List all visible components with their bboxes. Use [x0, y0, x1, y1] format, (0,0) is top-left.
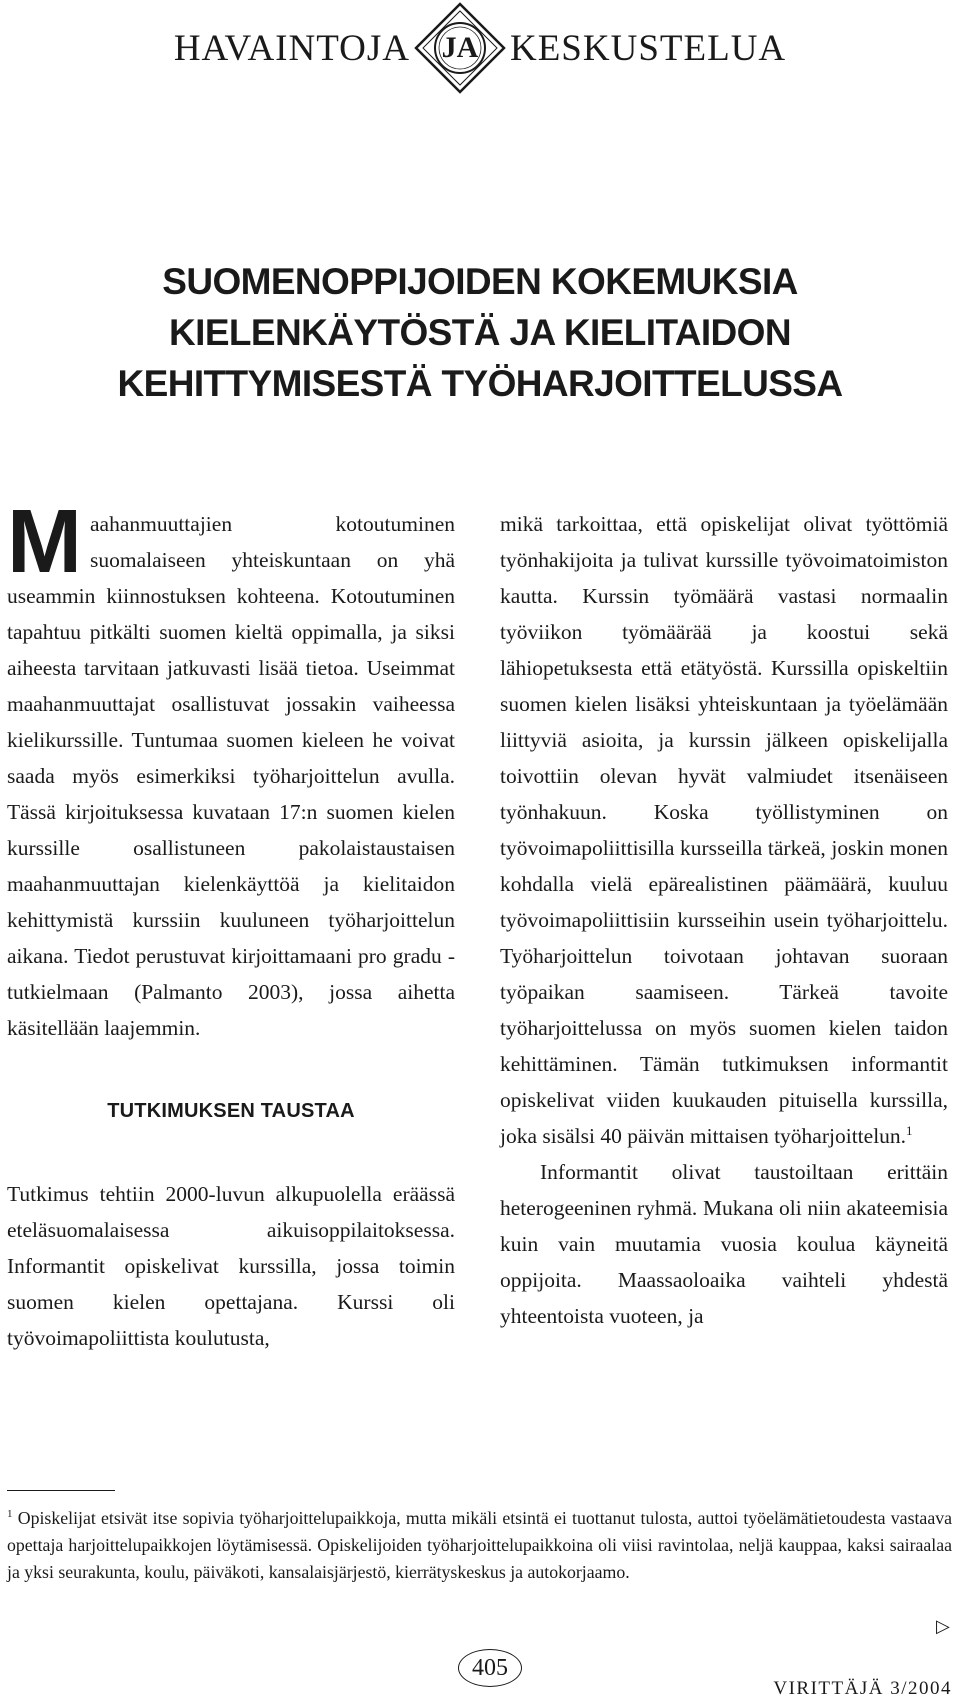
- drop-cap: M: [7, 492, 82, 592]
- body-paragraph: [500, 506, 948, 1154]
- section-paragraph: Tutkimus tehtiin 2000-luvun alkupuolella eräässä eteläsuomalaisessa aikuisoppilaitoksessa. Informantit opiskelivat kurssilla, jossa toimin suomen kielen opettajana. Kurssi oli työvoimapoliittista koulutusta,: [7, 1182, 455, 1350]
- title-line: SUOMENOPPIJOIDEN KOKEMUKSIA: [162, 261, 798, 302]
- masthead-left-text: HAVAINTOJA: [173, 27, 410, 69]
- triangle-right-icon: ▷: [936, 1616, 950, 1637]
- paragraph-text: mikä tarkoittaa, että opiskelijat olivat työttömiä työnhakijoita ja tulivat kurssille työvoimatoimiston kautta. Kurssin työmäärä vastasi normaalin työviikon työmäärää ja koostui sekä lähiopetuksesta että etätyöstä. Kurssilla opiskeltiin suomen kielen lisäksi yhteiskuntaan ja työelämään liittyviä asioita, ja kurssin jälkeen opiskelijalla toivottiin olevan hyvät valmiudet itsenäiseen työnhakuun. Koska työllistyminen on työvoimapoliittisilla kursseilla tärkeä, joskin monen kohdalla vielä epärealistinen päämäärä, kuuluu työvoimapoliittisiin kursseihin usein työharjoittelu. Työharjoittelun toivotaan johtavan suoraan työpaikan saamiseen. Tärkeä tavoite työharjoittelussa on myös suomen kielen taidon kehittäminen. Tämän tutkimuksen informantit opiskelivat viiden kuukauden pituisella kurssilla, joka sisälsi 40 päivän mittaisen työharjoittelun.: [500, 512, 948, 1148]
- intro-text: aahanmuuttajien kotoutuminen suomalaiseen yhteiskuntaan on yhä useammin kiinnostuksen kohteena. Kotoutuminen tapahtuu pitkälti suomen kieltä oppimalla, ja siksi aiheesta tarvitaan jatkuvasti lisää tietoa. Useimmat maahanmuuttajat osallistuvat jossakin vaiheessa kielikurssille. Tuntumaa suomen kieleen he voivat saada myös esimerkiksi työharjoittelun avulla. Tässä kirjoituksessa kuvataan 17:n suomen kielen kurssille osallistuneen pakolaistaustaisen maahanmuuttajan kielenkäyttöä ja kielitaidon kehittymistä kurssiin kuuluneen työharjoittelun aikana. Tiedot perustuvat kirjoittamaani pro gradu -tutkielmaan (Palmanto 2003), jossa aihetta käsitellään laajemmin.: [7, 512, 455, 1040]
- logo-text: JA: [441, 31, 479, 64]
- title-line: KEHITTYMISESTÄ TYÖHARJOITTELUSSA: [117, 363, 843, 404]
- article-title: [60, 256, 900, 409]
- left-column: [7, 492, 455, 1356]
- footnote: [7, 1505, 952, 1586]
- intro-paragraph: [7, 492, 455, 1046]
- masthead-right-text: KESKUSTELUA: [509, 27, 787, 69]
- title-line: KIELENKÄYTÖSTÄ JA KIELITAIDON: [169, 312, 791, 353]
- body-paragraph: Informantit olivat taustoiltaan erittäin heterogeeninen ryhmä. Mukana oli niin akateemisia kuin vain muutamia vuosia koulua käyneitä oppijoita. Maassaoloaika vaihteli yhdestä yhteentoista vuoteen, ja: [500, 1160, 948, 1328]
- ja-logo-icon: [414, 2, 506, 94]
- journal-issue: VIRITTÄJÄ 3/2004: [773, 1678, 952, 1699]
- footnote-text: Opiskelijat etsivät itse sopivia työharjoittelupaikkoja, mutta mikäli etsintä ei tuottanut tulosta, auttoi työelämätietoudesta vastaava opettaja harjoittelupaikkojen löytämisessä. Opiskelijoiden työharjoittelupaikkoina oli viisi ravintolaa, neljä kauppaa, kaksi sairaalaa ja yksi seurakunta, koulu, päiväkoti, kansalaisjärjestö, kierrätyskeskus ja autokorjaamo.: [7, 1508, 952, 1582]
- masthead: [0, 0, 960, 96]
- footnote-marker: 1: [7, 1508, 13, 1521]
- footnote-divider: [7, 1490, 115, 1491]
- right-column: [500, 506, 948, 1334]
- section-heading: TUTKIMUKSEN TAUSTAA: [107, 1100, 355, 1122]
- footnote-reference[interactable]: 1: [906, 1122, 913, 1138]
- page-number: 405: [458, 1649, 522, 1687]
